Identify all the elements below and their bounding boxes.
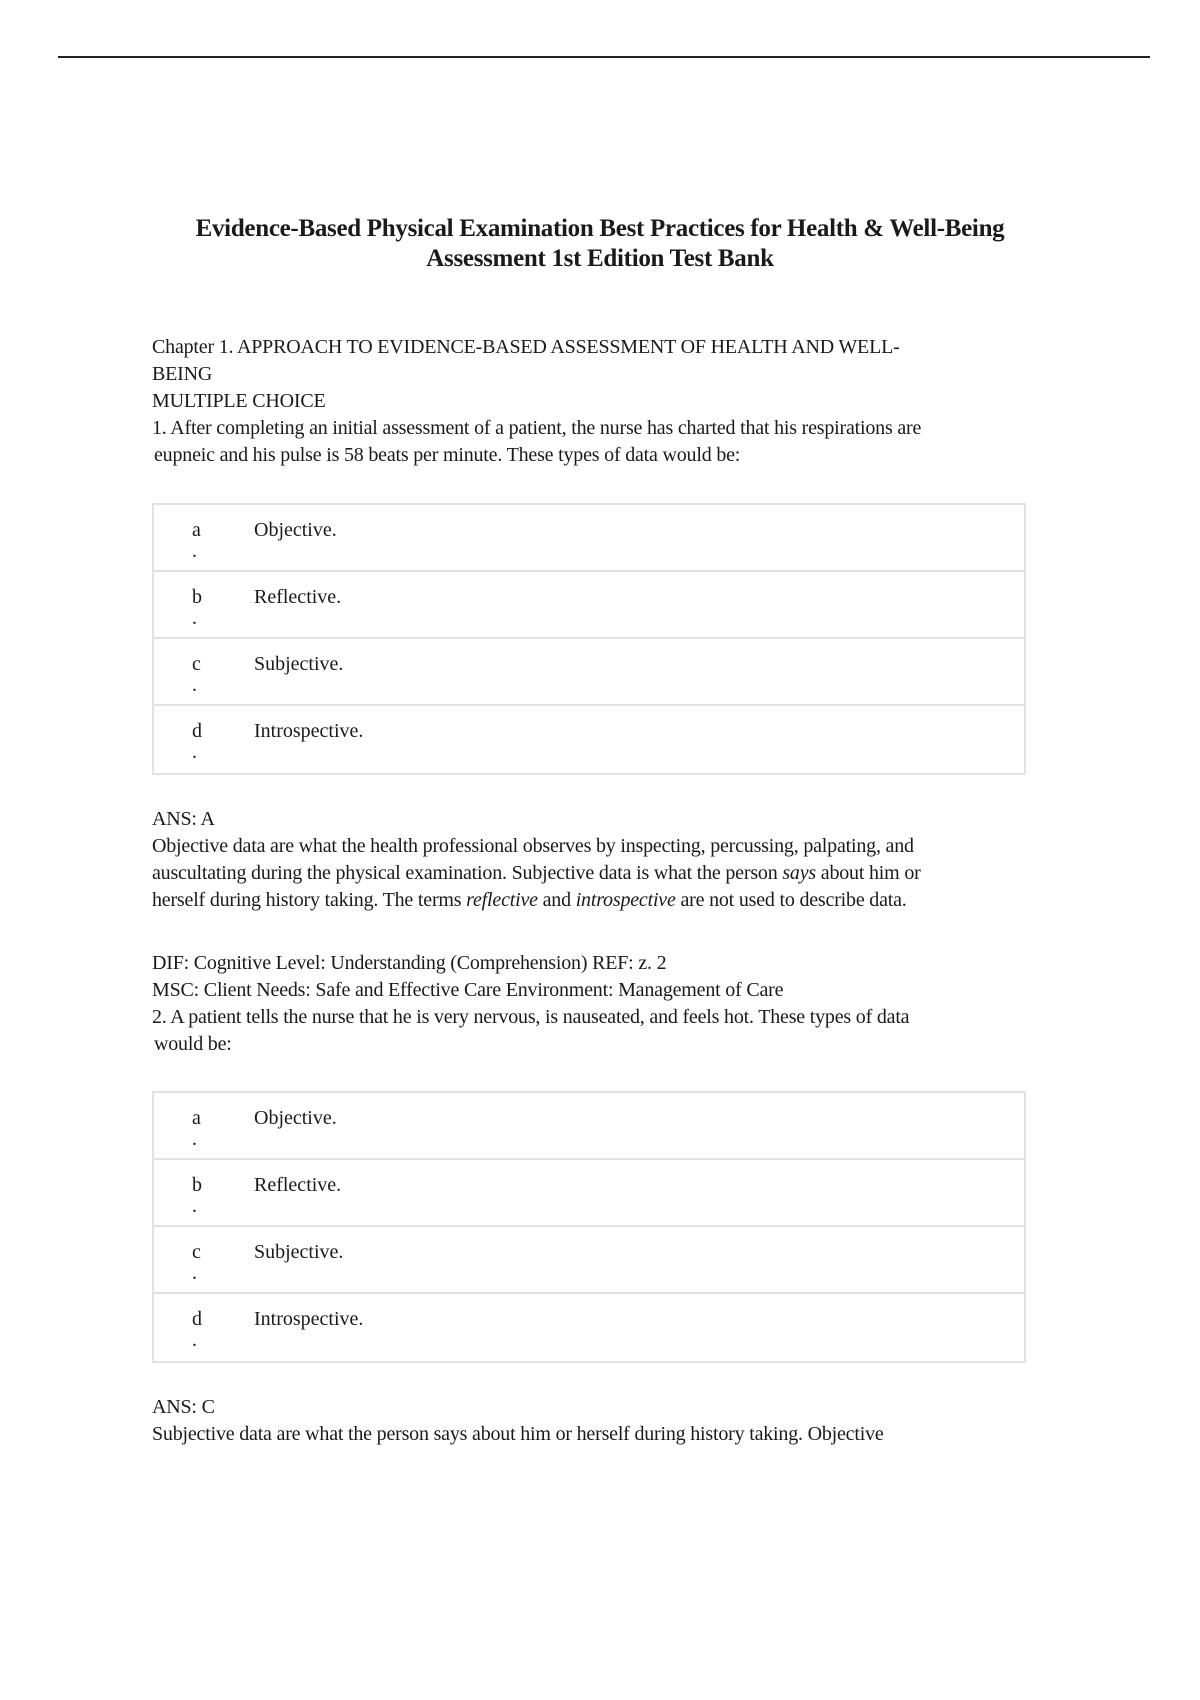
question-1-stem-line-1: 1. After completing an initial assessment of a patient, the nurse has charted that his respirations are xyxy=(152,417,922,439)
question-1-options xyxy=(152,503,1026,775)
option-letter: a xyxy=(192,519,201,541)
option-text: Subjective. xyxy=(254,1241,344,1263)
option-dot: . xyxy=(192,741,197,763)
title-line-2: Assessment 1st Edition Test Bank xyxy=(426,245,774,272)
option-row xyxy=(154,1227,1024,1294)
rationale-line-2 xyxy=(152,860,921,887)
rationale-line-3 xyxy=(152,887,921,914)
option-row xyxy=(154,505,1024,572)
question-2-options xyxy=(152,1091,1026,1363)
question-1-metadata xyxy=(152,950,909,1058)
title-line-1: Evidence-Based Physical Examination Best Practices for Health & Well-Being xyxy=(195,215,1005,242)
option-row xyxy=(154,706,1024,773)
rationale-line-1: Subjective data are what the person says about him or herself during history taking. Objective xyxy=(152,1423,884,1445)
option-text: Introspective. xyxy=(254,720,364,742)
option-letter: c xyxy=(192,1241,201,1263)
msc-line: MSC: Client Needs: Safe and Effective Care Environment: Management of Care xyxy=(152,979,784,1001)
option-letter: b xyxy=(192,1174,202,1196)
answer-label: ANS: C xyxy=(152,1396,215,1418)
option-dot: . xyxy=(192,540,197,562)
rationale-line-3-italic-2: introspective xyxy=(575,889,676,911)
top-rule xyxy=(58,56,1150,58)
dif-line: DIF: Cognitive Level: Understanding (Comprehension) REF: z. 2 xyxy=(152,952,667,974)
option-row xyxy=(154,639,1024,706)
chapter-line-1: Chapter 1. APPROACH TO EVIDENCE-BASED ASSESSMENT OF HEALTH AND WELL- xyxy=(152,336,900,358)
rationale-line-2-part-a: auscultating during the physical examination. Subjective data is what the person xyxy=(152,862,783,884)
rationale-line-1: Objective data are what the health professional observes by inspecting, percussing, palpating, and xyxy=(152,835,914,857)
option-dot: . xyxy=(192,1329,197,1351)
option-text: Introspective. xyxy=(254,1308,364,1330)
option-text: Objective. xyxy=(254,1107,337,1129)
option-letter: b xyxy=(192,586,202,608)
answer-label: ANS: A xyxy=(152,808,215,830)
option-dot: . xyxy=(192,607,197,629)
option-dot: . xyxy=(192,1195,197,1217)
option-text: Reflective. xyxy=(254,1174,342,1196)
rationale-line-3-italic-1: reflective xyxy=(466,889,538,911)
rationale-line-3-part-b: and xyxy=(537,889,576,911)
option-row xyxy=(154,1294,1024,1361)
option-row xyxy=(154,572,1024,639)
rationale-line-3-part-a: herself during history taking. The terms xyxy=(152,889,467,911)
question-1-stem-line-2: eupneic and his pulse is 58 beats per minute. These types of data would be: xyxy=(154,444,741,466)
option-row xyxy=(154,1093,1024,1160)
question-2-stem-line-1: 2. A patient tells the nurse that he is very nervous, is nauseated, and feels hot. These types of data xyxy=(152,1006,910,1028)
option-text: Objective. xyxy=(254,519,337,541)
option-letter: d xyxy=(192,720,202,742)
option-dot: . xyxy=(192,1128,197,1150)
option-row xyxy=(154,1160,1024,1227)
chapter-line-2: BEING xyxy=(152,363,213,385)
option-letter: d xyxy=(192,1308,202,1330)
rationale-line-2-italic: says xyxy=(782,862,816,884)
section-heading: MULTIPLE CHOICE xyxy=(152,390,326,412)
question-1-answer-block xyxy=(152,806,921,914)
question-2-stem-line-2: would be: xyxy=(154,1033,232,1055)
rationale-line-2-part-b: about him or xyxy=(815,862,921,884)
option-text: Subjective. xyxy=(254,653,344,675)
option-letter: c xyxy=(192,653,201,675)
question-2-answer-block xyxy=(152,1394,884,1448)
option-dot: . xyxy=(192,1262,197,1284)
chapter-heading xyxy=(152,334,921,469)
document-title xyxy=(150,214,1050,274)
option-text: Reflective. xyxy=(254,586,342,608)
rationale-line-3-part-c: are not used to describe data. xyxy=(675,889,907,911)
option-letter: a xyxy=(192,1107,201,1129)
option-dot: . xyxy=(192,674,197,696)
